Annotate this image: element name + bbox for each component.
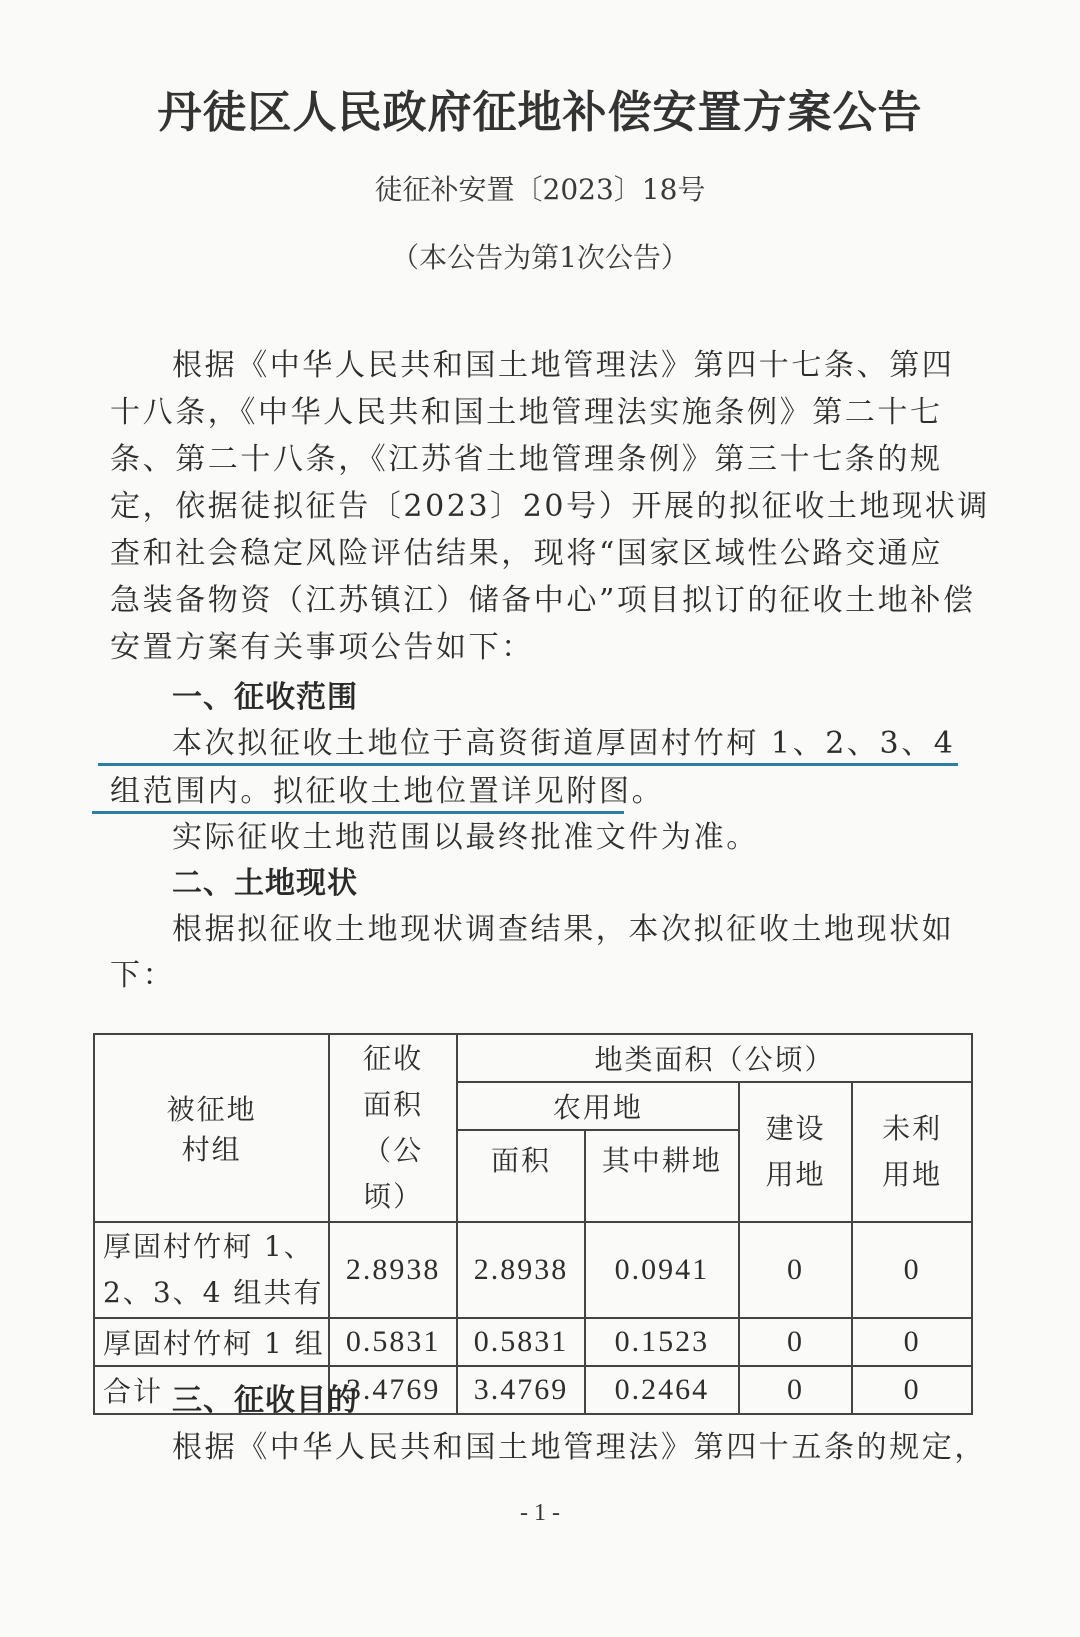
header-construction: 建设 用地 xyxy=(739,1082,853,1222)
notice-sequence: （本公告为第1次公告） xyxy=(391,241,689,274)
land-status-table xyxy=(93,1033,973,1415)
intro-line: 根据《中华人民共和国土地管理法》第四十七条、第四 xyxy=(172,348,955,383)
header-unused: 未利 用地 xyxy=(852,1082,972,1222)
table-row xyxy=(94,1318,972,1366)
cell-unused: 0 xyxy=(852,1222,972,1318)
header-total-area: 征收 面积 （公 顷） xyxy=(329,1034,457,1222)
cell-construction: 0 xyxy=(739,1366,853,1414)
cell-village: 厚固村竹柯 1 组 xyxy=(94,1318,329,1366)
cell-construction: 0 xyxy=(739,1318,853,1366)
header-village: 被征地 村组 xyxy=(94,1034,329,1222)
status-line: 根据拟征收土地现状调查结果，本次拟征收土地现状如 xyxy=(172,912,955,947)
cell-construction: 0 xyxy=(739,1222,853,1318)
page-number: - 1 - xyxy=(520,1500,560,1526)
document-number: 徒征补安置〔2023〕18号 xyxy=(374,173,706,206)
cell-cultivated: 0.2464 xyxy=(585,1366,739,1414)
cell-total-area: 2.8938 xyxy=(329,1222,457,1318)
header-cultivated: 其中耕地 xyxy=(585,1130,739,1222)
header-agri-area: 面积 xyxy=(457,1130,585,1222)
intro-line: 查和社会稳定风险评估结果，现将“国家区域性公路交通应 xyxy=(110,536,943,571)
table-row xyxy=(94,1222,972,1318)
section-heading-scope: 一、征收范围 xyxy=(172,680,358,715)
cell-total-area: 0.5831 xyxy=(329,1318,457,1366)
intro-line: 定，依据徒拟征告〔2023〕20号）开展的拟征收土地现状调 xyxy=(110,489,990,524)
cell-unused: 0 xyxy=(852,1366,972,1414)
purpose-line: 根据《中华人民共和国土地管理法》第四十五条的规定， xyxy=(172,1430,987,1465)
scope-line: 实际征收土地范围以最终批准文件为准。 xyxy=(172,820,759,855)
cell-agri-area: 0.5831 xyxy=(457,1318,585,1366)
cell-agri-area: 2.8938 xyxy=(457,1222,585,1318)
scope-line: 本次拟征收土地位于高资街道厚固村竹柯 1、2、3、4 xyxy=(172,726,956,761)
cell-agri-area: 3.4769 xyxy=(457,1366,585,1414)
header-land-type-area: 地类面积（公顷） xyxy=(457,1034,972,1082)
cell-total-area: 3.4769 xyxy=(329,1366,457,1414)
intro-line: 十八条，《中华人民共和国土地管理法实施条例》第二十七 xyxy=(110,395,943,430)
intro-line: 急装备物资（江苏镇江）储备中心”项目拟订的征收土地补偿 xyxy=(110,583,976,618)
cell-cultivated: 0.1523 xyxy=(585,1318,739,1366)
scope-line: 组范围内。拟征收土地位置详见附图。 xyxy=(110,774,665,809)
section-heading-status: 二、土地现状 xyxy=(172,866,358,901)
cell-unused: 0 xyxy=(852,1318,972,1366)
cell-village: 厚固村竹柯 1、 2、3、4 组共有 xyxy=(94,1222,329,1318)
status-line: 下： xyxy=(110,958,176,993)
document-title: 丹徒区人民政府征地补偿安置方案公告 xyxy=(157,87,923,138)
table-header-row xyxy=(94,1034,972,1082)
intro-line: 安置方案有关事项公告如下： xyxy=(110,630,534,665)
section-heading-purpose: 三、征收目的 xyxy=(172,1383,358,1418)
cell-village: 合计 xyxy=(94,1366,329,1414)
cell-cultivated: 0.0941 xyxy=(585,1222,739,1318)
intro-line: 条、第二十八条，《江苏省土地管理条例》第三十七条的规 xyxy=(110,442,943,477)
header-agricultural: 农用地 xyxy=(457,1082,739,1130)
